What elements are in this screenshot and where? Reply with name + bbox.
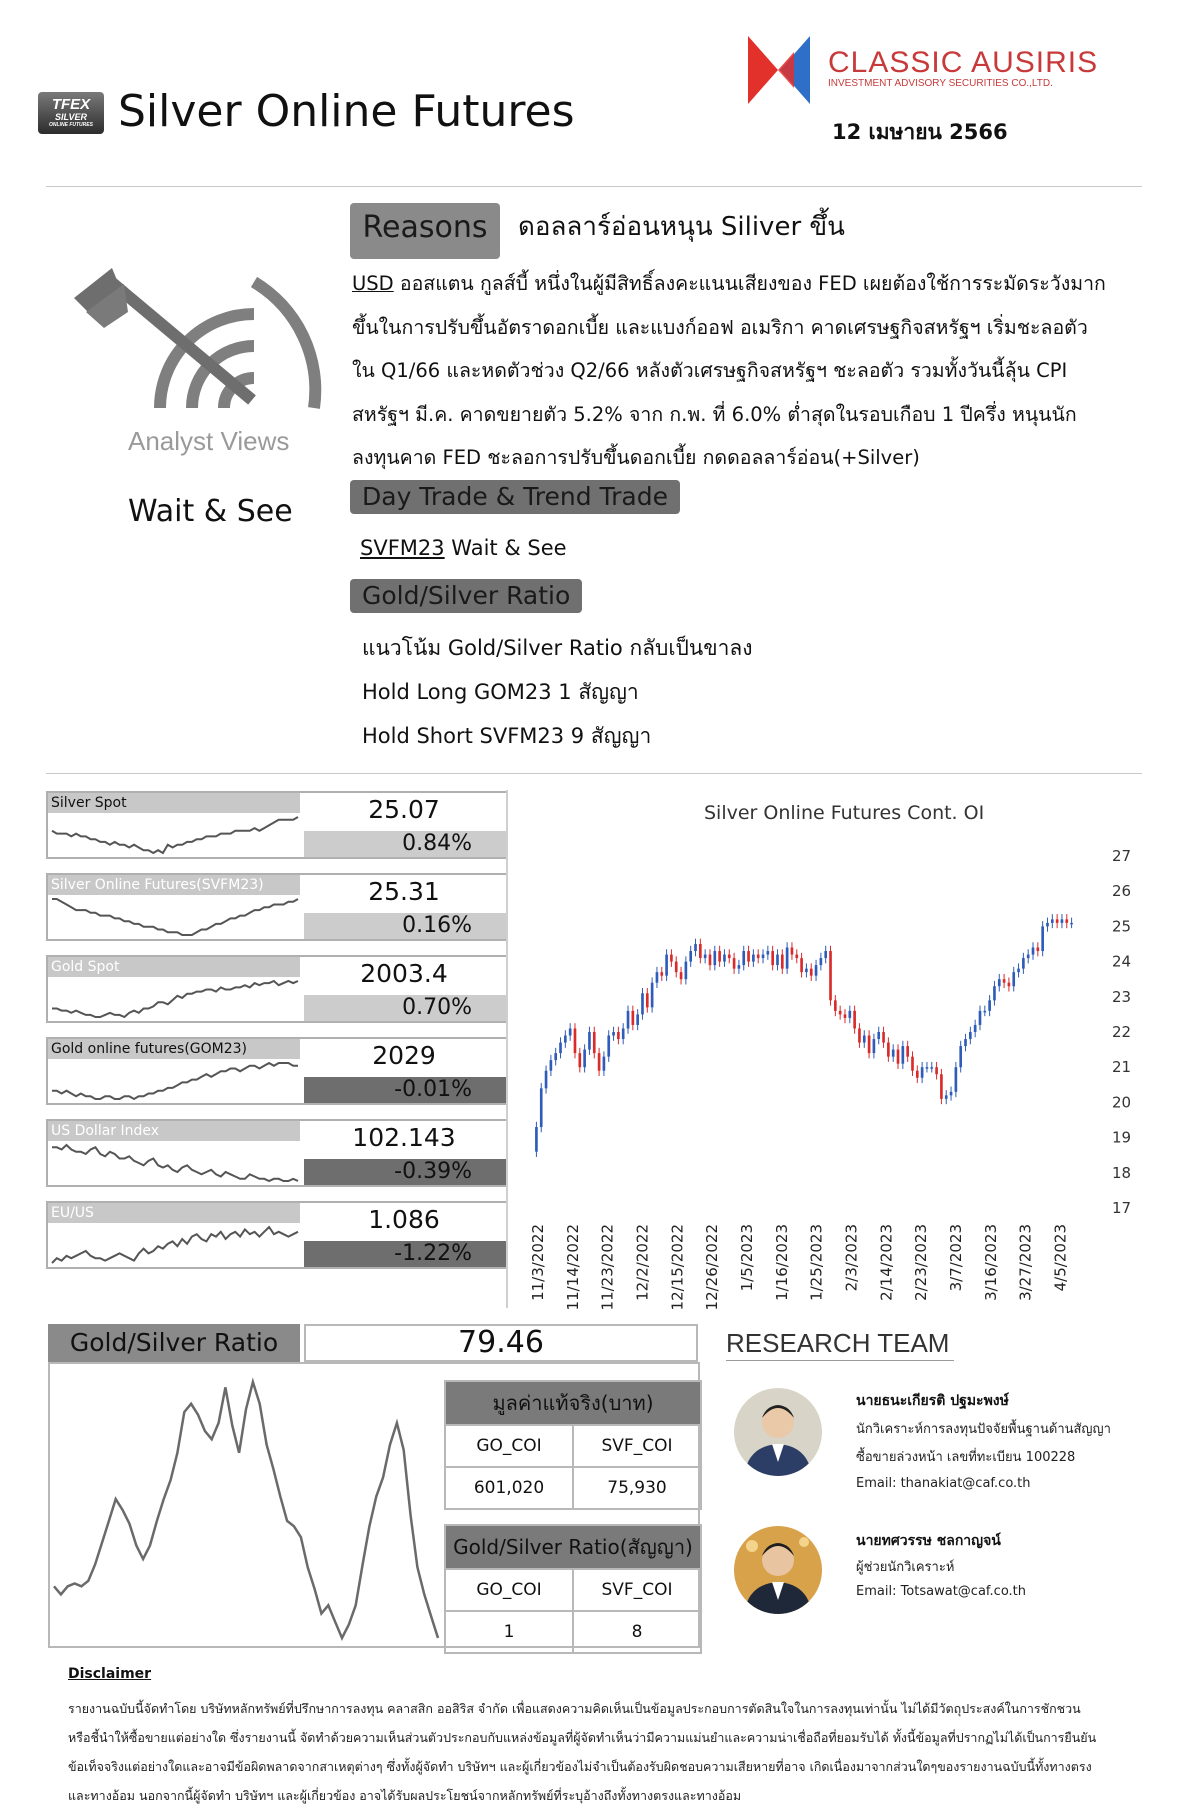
reasons-line: USD ออสแตน กูลส์บี้ หนึ่งในผู้มีสิทธิ์ลงคะแนนเสียงของ FED เผยต้องใช้การระมัดระวังมาก [352,272,1106,295]
reasons-line: ใน Q1/66 และหดตัวช่วง Q2/66 หลังตัวเศรษฐกิจสหรัฐฯ ชะลอตัว รวมทั้งวันนี้ลุ้น CPI [352,359,1068,382]
chart-title: Silver Online Futures Cont. OI [704,802,985,824]
candle [1065,919,1068,923]
sparkline [50,895,300,939]
candle [738,965,741,969]
candle [1012,972,1015,986]
ratio-line-chart [50,1364,442,1646]
y-tick-label: 27 [1112,847,1132,865]
candle [689,951,692,962]
candle [593,1032,596,1053]
candle [742,951,745,965]
candle [935,1067,938,1074]
reasons-body [352,262,1172,480]
market-name: US Dollar Index [48,1121,300,1141]
analyst-stance: Wait & See [128,494,293,529]
sparkline-path [52,1145,298,1181]
candle [1027,955,1030,959]
report-date: 12 เมษายน 2566 [832,120,1008,144]
candle [834,1000,837,1011]
candlestick-chart [520,832,1160,1322]
market-panel-silver-spot [46,791,508,859]
candle [791,948,794,955]
market-value: 25.07 [368,795,440,824]
market-change: 0.84% [304,831,506,857]
market-value: 1.086 [368,1205,440,1234]
candle [1003,979,1006,983]
market-change: -0.01% [304,1077,506,1103]
market-panel-eurusd [46,1201,508,1269]
candle [853,1011,856,1029]
candle [1061,919,1064,923]
candle [863,1036,866,1043]
candle [892,1050,895,1057]
candle [868,1036,871,1054]
page-title: Silver Online Futures [118,86,575,137]
divider [46,773,1142,774]
candle [940,1074,943,1099]
market-change: -1.22% [304,1241,506,1267]
ratio-long-position: Hold Long GOM23 1 สัญญา [362,680,639,704]
x-tick-label: 3/27/2023 [1016,1224,1035,1301]
reasons-label: Reasons [350,203,500,259]
candle [545,1071,548,1089]
analyst-views-label: Analyst Views [128,426,290,456]
market-change: 0.70% [304,995,506,1021]
candle [1041,926,1044,951]
value-table [444,1380,702,1510]
member-role: ผู้ช่วยนักวิเคราะห์ [856,1560,955,1575]
candle [632,1011,635,1025]
candle [757,955,760,959]
candle [877,1032,880,1039]
candle [988,1000,991,1011]
candle [844,1014,847,1018]
candle [617,1032,620,1039]
candle [959,1046,962,1067]
candle [646,993,649,1007]
value-go: 601,020 [445,1467,573,1509]
disclaimer-body [68,1694,1138,1810]
candle [709,955,712,966]
ratio-trend: แนวโน้ม Gold/Silver Ratio กลับเป็นขาลง [362,636,753,660]
candle [902,1046,905,1064]
member-role: นักวิเคราะห์การลงทุนปัจจัยพื้นฐานด้านสัญญา [856,1422,1111,1437]
candle [1017,969,1020,973]
market-value: 2003.4 [360,959,448,988]
trade-recommendation [360,536,567,560]
sparkline [50,977,300,1021]
trade-section-label: Day Trade & Trend Trade [350,480,680,514]
logo-line-2: SILVER [54,112,87,122]
candle [627,1011,630,1029]
candle [535,1127,538,1152]
value-col-go: GO_COI [445,1425,573,1467]
candle [887,1043,890,1057]
market-name: Gold Spot [48,957,300,977]
candle [786,948,789,969]
candle [694,944,697,951]
brand-logo-icon [748,36,810,104]
disclaimer-line: ข้อเท็จจริงแต่อย่างใดและอาจมีข้อผิดพลาดจากสาเหตุต่างๆ ซึ่งทั้งผู้จัดทำ บริษัทฯ และผู้เกี่ยวข้องไม่จำเป็นต้องรับผิดชอบความเสียหายที่อาจ เกิดเนื่องมาจากส่วนใดๆของรายงานฉบับนี้ทั้งทางตรง [68,1759,1092,1774]
member-name: นายธนะเกียรติ ปฐมะพงษ์ [856,1393,1009,1409]
member-license: ซื้อขายล่วงหน้า เลขที่ทะเบียน 100228 [856,1450,1076,1465]
candle [882,1032,885,1043]
candle [574,1028,577,1053]
divider [46,186,1142,187]
candle [930,1067,933,1069]
sparkline [50,1223,300,1267]
sparkline-path [52,1227,298,1263]
candle [675,962,678,973]
candle [1032,948,1035,955]
candle [588,1032,591,1050]
candle [641,993,644,1014]
disclaimer-title: Disclaimer [68,1666,152,1682]
trade-action: Wait & See [444,536,567,560]
sparkline-path [52,1063,298,1099]
candle [926,1067,929,1069]
candle [665,955,668,976]
candle [983,1011,986,1013]
sparkline-path [52,817,298,853]
brand-subtitle: INVESTMENT ADVISORY SECURITIES CO.,LTD. [828,78,1053,89]
x-tick-label: 12/2/2022 [633,1224,652,1301]
x-tick-label: 3/16/2023 [981,1224,1000,1301]
disclaimer-line: และทางอ้อม นอกจากนี้ผู้จัดทำ บริษัทฯ และผู้เกี่ยวข้อง อาจได้รับผลประโยชน์จากหลักทรัพย์ที่ระบุอ้างถึงทั้งทางตรงและทางอ้อม [68,1788,742,1803]
candle [680,972,683,979]
market-panel-gold-futures [46,1037,508,1105]
candle [733,958,736,969]
y-tick-label: 24 [1112,952,1132,971]
candle [858,1028,861,1042]
candle [607,1036,610,1057]
candle [805,969,808,973]
candle [815,965,818,976]
candle [897,1050,900,1064]
candle [651,983,654,1008]
y-tick-label: 20 [1112,1093,1132,1112]
candle [800,958,803,972]
y-tick-label: 26 [1112,882,1132,901]
disclaimer-line: หรือชี้นำให้ซื้อขายแต่อย่างใด ซึ่งรายงานนี้ จัดทำด้วยความเห็นส่วนตัวประกอบกับแหล่งข้อมูลที่ผู้จัดทำเห็นว่ามีความแม่นยำและความน่าเชื่อถือที่ยอมรับได้ ทั้งนี้ข้อมูลที่ปรากฏไม่ได้เป็นการยืนยัน [68,1730,1097,1745]
y-tick-label: 22 [1112,1023,1132,1041]
brand-name: CLASSIC AUSIRIS [828,46,1099,79]
candle [564,1036,567,1043]
sparkline [50,1141,300,1185]
ratio-line [54,1382,438,1638]
market-name: Silver Spot [48,793,300,813]
candle [824,951,827,958]
candle [569,1028,572,1035]
ratio-title: Gold/Silver Ratio [48,1324,300,1362]
candle [873,1039,876,1053]
market-panel-dollar-index [46,1119,508,1187]
x-tick-label: 11/14/2022 [563,1224,582,1311]
candle [612,1032,615,1036]
avatar [734,1388,822,1476]
candle [820,958,823,965]
candle [993,986,996,1000]
reasons-headline: ดอลลาร์อ่อนหนุน Siliver ขึ้น [518,212,845,242]
ratio-value: 79.46 [304,1324,698,1362]
y-tick-label: 18 [1112,1163,1132,1182]
ratio-section-label: Gold/Silver Ratio [350,579,582,613]
tfex-logo [38,92,104,134]
candle [1008,983,1011,987]
sparkline [50,1059,300,1103]
market-value: 2029 [372,1041,436,1070]
candle [752,955,755,962]
candle [767,951,770,955]
candle [916,1071,919,1078]
reasons-line: ลงทุนคาด FED ชะลอการปรับขึ้นดอกเบี้ย กดดอลลาร์อ่อน(+Silver) [352,446,920,469]
candle [974,1025,977,1032]
candle [540,1088,543,1127]
contract-table [444,1524,702,1654]
market-name: Gold online futures(GOM23) [48,1039,300,1059]
candle [921,1067,924,1078]
candle [704,955,707,959]
x-tick-label: 11/3/2022 [529,1224,547,1301]
candle [810,969,813,976]
candle [964,1039,967,1046]
candle [728,955,731,959]
candle [998,979,1001,986]
y-tick-label: 21 [1112,1058,1132,1077]
x-tick-label: 2/23/2023 [912,1224,931,1301]
candle [848,1011,851,1018]
candle [603,1057,606,1071]
market-panel-gold-spot [46,955,508,1023]
candle [578,1053,581,1067]
divider [506,790,508,1308]
contract-table-title: Gold/Silver Ratio(สัญญา) [445,1525,701,1569]
x-tick-label: 11/23/2022 [598,1224,617,1311]
x-tick-label: 2/14/2023 [877,1224,896,1301]
value-svf: 75,930 [573,1467,701,1509]
value-col-svf: SVF_COI [573,1425,701,1467]
candle [1037,948,1040,952]
ratio-short-position: Hold Short SVFM23 9 สัญญา [362,724,652,748]
candle [911,1057,914,1071]
reasons-line: ขึ้นในการปรับขึ้นอัตราดอกเบี้ย และแบงก์ออฟ อเมริกา คาดเศรษฐกิจสหรัฐฯ เริ่มชะลอตัว [352,315,1088,339]
candle [781,955,784,969]
disclaimer-line: รายงานฉบับนี้จัดทำโดย บริษัทหลักทรัพย์ที่ปรึกษาการลงทุน คลาสสิก ออสิริส จำกัด เพื่อแสดงความคิดเห็นเป็นข้อมูลประกอบการตัดสินใจในการลงทุนเท่านั้น ไม่ได้มีวัตถุประสงค์ในการชักชวน [68,1701,1081,1716]
candle [598,1053,601,1071]
candle [969,1032,972,1039]
market-change: -0.39% [304,1159,506,1185]
x-tick-label: 1/25/2023 [807,1224,826,1301]
candle [979,1011,982,1025]
reasons-line: สหรัฐฯ มี.ค. คาดขยายตัว 5.2% จาก ก.พ. ที่ 6.0% ต่ำสุดในรอบเกือบ 1 ปีครึ่ง หนุนนัก [352,402,1077,426]
x-tick-label: 12/26/2022 [703,1224,722,1311]
market-name: Silver Online Futures(SVFM23) [48,875,300,895]
candle [839,1011,842,1015]
avatar [734,1526,822,1614]
x-tick-label: 4/5/2023 [1051,1224,1070,1292]
candle [559,1043,562,1054]
candle [583,1050,586,1068]
candle [718,951,721,962]
candle [622,1028,625,1039]
contract-go: 1 [445,1611,573,1653]
y-tick-label: 23 [1112,987,1132,1006]
y-tick-label: 25 [1112,917,1132,936]
value-table-title: มูลค่าแท้จริง(บาท) [445,1381,701,1425]
candle [776,955,779,966]
sparkline-path [52,981,298,1017]
research-team-title: RESEARCH TEAM [726,1328,950,1358]
market-value: 25.31 [368,877,440,906]
candle [656,972,659,983]
candle [771,951,774,965]
candle [747,951,750,962]
candle [1046,923,1049,927]
sparkline [50,813,300,857]
candle [829,951,832,1000]
candle [636,1014,639,1025]
candle [1022,958,1025,969]
candle [685,962,688,980]
candle [550,1060,553,1071]
target-arrow-icon [74,268,324,418]
x-tick-label: 1/16/2023 [772,1224,791,1301]
member-email: Email: Totsawat@caf.co.th [856,1584,1027,1599]
divider [726,1360,954,1361]
sparkline-path [52,899,298,935]
candle [762,955,765,959]
y-tick-label: 19 [1112,1128,1132,1147]
y-tick-label: 17 [1112,1199,1132,1217]
contract-svf: 8 [573,1611,701,1653]
market-value: 102.143 [352,1123,456,1152]
candle [1056,919,1059,923]
market-panel-silver-futures [46,873,508,941]
market-change: 0.16% [304,913,506,939]
candle [795,955,798,959]
market-name: EU/US [48,1203,300,1223]
contract-col-go: GO_COI [445,1569,573,1611]
member-email: Email: thanakiat@caf.co.th [856,1476,1031,1491]
x-tick-label: 2/3/2023 [842,1224,861,1292]
reasons-lead: USD [352,272,394,295]
contract-col-svf: SVF_COI [573,1569,701,1611]
candle [670,955,673,962]
candle [945,1095,948,1099]
trade-symbol: SVFM23 [360,536,445,560]
candle [723,955,726,962]
x-tick-label: 1/5/2023 [738,1224,757,1292]
candle [1051,919,1054,923]
candle [1070,923,1073,925]
x-tick-label: 3/7/2023 [947,1224,966,1292]
candle [660,972,663,976]
candle [554,1053,557,1060]
logo-line-1: TFEX [51,96,91,113]
candle [713,951,716,965]
candle [699,944,702,958]
candle [955,1067,958,1092]
candle [950,1092,953,1096]
x-tick-label: 12/15/2022 [668,1224,687,1311]
member-name: นายทศวรรษ ชลกาญจน์ [856,1533,1001,1549]
logo-line-3: ONLINE FUTURES [49,122,93,128]
candle [906,1046,909,1057]
